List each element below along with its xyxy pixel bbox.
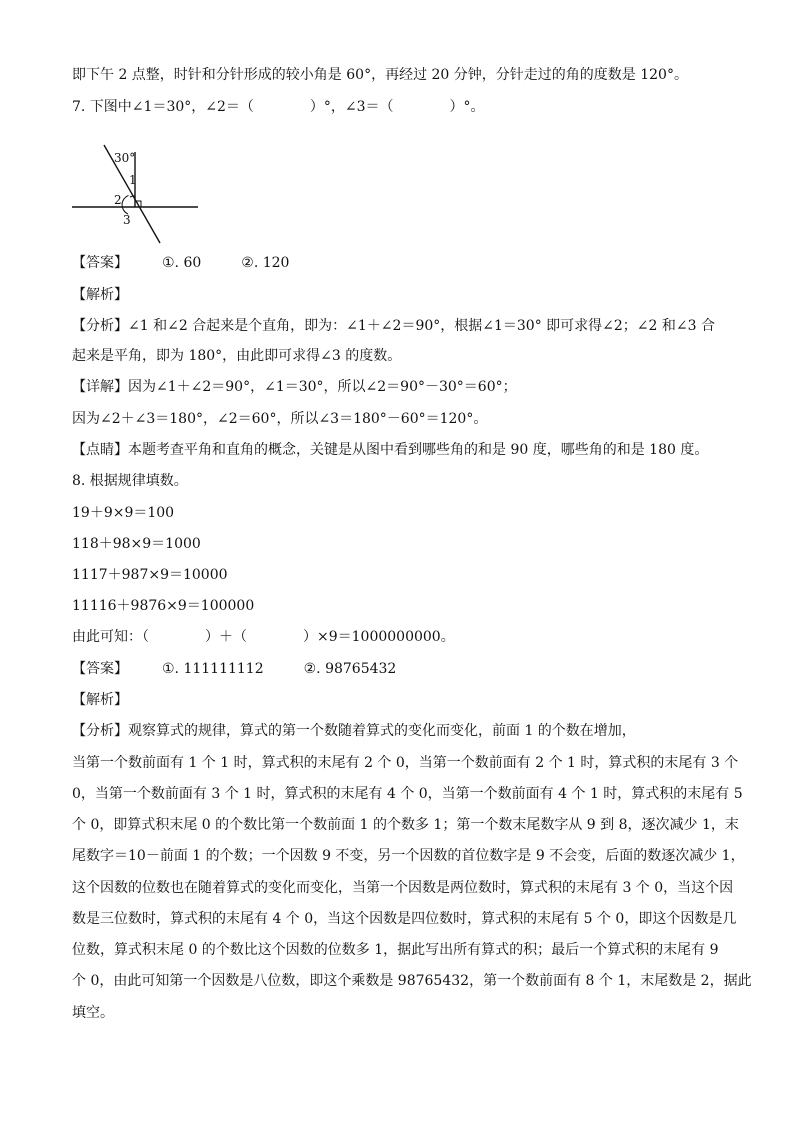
q7-fenxi-1: 【分析】∠1 和∠2 合起来是个直角，即为：∠1＋∠2＝90°，根据∠1＝30° 即可求得∠2；∠2 和∠3 合: [72, 318, 715, 334]
answer-tag: 【答案】: [72, 661, 128, 677]
q8-analysis-5: 尾数字＝10－前面 1 的个数；一个因数 9 不变，另一个因数的首位数字是 9 不会变，后面的数逐次减少 1，: [72, 848, 745, 864]
q7-answer: [72, 253, 289, 273]
answer-tag: 【答案】: [72, 255, 128, 271]
question-7: 7. 下图中∠1＝30°，∠2＝（ ）°，∠3＝（ ）°。: [72, 99, 485, 115]
q8-analysis-4: 个 0，即算式积末尾 0 的个数比第一个数前面 1 的个数多 1；第一个数末尾数字从 9 到 8，逐次减少 1，末: [72, 817, 739, 833]
q8-analysis-10: 填空。: [72, 1005, 114, 1021]
line-intro: 即下午 2 点整，时针和分针形成的较小角是 60°，再经过 20 分钟，分针走过的角的度数是 120°。: [72, 67, 688, 83]
q7-xiangjie-2: 因为∠2＋∠3＝180°，∠2＝60°，所以∠3＝180°－60°＝120°。: [72, 411, 488, 427]
equation-1: 19＋9×9＝100: [72, 505, 175, 521]
q8-analysis-3: 0，当第一个数前面有 3 个 1 时，算式积的末尾有 4 个 0，当第一个数前面有 4 个 1 时，算式积的末尾有 5: [72, 786, 743, 802]
q8-jiexi: 【解析】: [72, 692, 128, 708]
q7-jiexi: 【解析】: [72, 287, 128, 303]
q7-fenxi-2: 起来是平角，即为 180°，由此即可求得∠3 的度数。: [72, 348, 402, 364]
q8-analysis-8: 位数，算式积末尾 0 的个数比这个因数的位数多 1，据此写出所有算式的积；最后一个算式积的末尾有 9: [72, 942, 719, 958]
angle-label-3: 3: [123, 213, 131, 227]
answer-2: ②. 120: [241, 255, 290, 271]
angle-label-30: 30°: [114, 151, 136, 165]
q7-xiangjie-1: 【详解】因为∠1＋∠2＝90°，∠1＝30°，所以∠2＝90°－30°＝60°；: [72, 379, 517, 395]
q8-answer: [72, 659, 396, 679]
question-8: 8. 根据规律填数。: [72, 473, 188, 489]
answer-1: ①. 60: [162, 255, 202, 271]
q8-analysis-1: 【分析】观察算式的规律，算式的第一个数随着算式的变化而变化，前面 1 的个数在增加，: [72, 723, 636, 739]
equation-2: 118＋98×9＝1000: [72, 536, 201, 552]
q8-analysis-6: 这个因数的位数也在随着算式的变化而变化，当第一个因数是两位数时，算式积的末尾有 3 个 0，当这个因: [72, 880, 734, 896]
equation-4: 11116＋9876×9＝100000: [72, 598, 255, 614]
equation-3: 1117＋987×9＝10000: [72, 567, 228, 583]
q7-dianjing: 【点睛】本题考查平角和直角的概念，关键是从图中看到哪些角的和是 90 度，哪些角的和是 180 度。: [72, 442, 709, 458]
q8-blank: 由此可知：（ ）＋（ ）×9＝1000000000。: [72, 629, 455, 645]
answer-2: ②. 98765432: [303, 661, 397, 677]
angle-figure: [68, 140, 208, 250]
q8-analysis-9: 个 0，由此可知第一个因数是八位数，即这个乘数是 98765432，第一个数前面有 8 个 1，末尾数是 2，据此: [72, 973, 752, 989]
q8-analysis-7: 数是三位数时，算式积的末尾有 4 个 0，当这个因数是四位数时，算式积的末尾有 5 个 0，即这个因数是几: [72, 911, 737, 927]
angle-label-2: 2: [114, 193, 122, 207]
angle-label-1: 1: [129, 173, 137, 187]
q8-analysis-2: 当第一个数前面有 1 个 1 时，算式积的末尾有 2 个 0，当第一个数前面有 2 个 1 时，算式积的末尾有 3 个: [72, 755, 739, 771]
angle-2-arc: [122, 196, 128, 215]
answer-1: ①. 111111112: [162, 661, 264, 677]
